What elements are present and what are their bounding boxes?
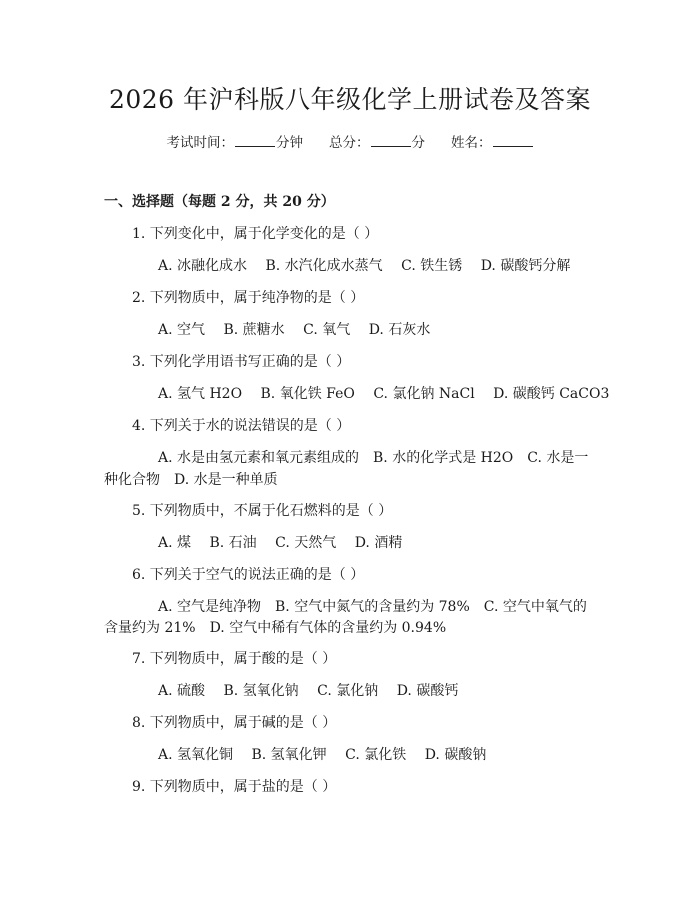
name-blank [493, 135, 533, 147]
option: B. 石油 [209, 535, 257, 551]
exam-info-line [0, 131, 700, 151]
question-options-line2: 种化合物 D. 水是一种单质 [104, 472, 278, 488]
option: C. 铁生锈 [401, 258, 463, 274]
section-heading: 一、选择题（每题 2 分，共 20 分） [104, 194, 335, 210]
option: A. 氢气 H2O [158, 386, 243, 402]
score-unit: 分 [411, 135, 425, 151]
question-stem: 2. 下列物质中，属于纯净物的是（ ） [132, 290, 365, 306]
question-options-line1: A. 水是由氢元素和氧元素组成的 B. 水的化学式是 H2O C. 水是一 [158, 450, 589, 466]
question-options-line2: 含量约为 21% D. 空气中稀有气体的含量约为 0.94% [104, 620, 447, 636]
option: B. 氢氧化钠 [223, 683, 299, 699]
score-blank [371, 135, 411, 147]
option: B. 氧化铁 FeO [260, 386, 355, 402]
question-options [158, 680, 458, 700]
question-stem: 8. 下列物质中，属于碱的是（ ） [132, 715, 337, 731]
score-label: 总分： [329, 135, 370, 151]
option: C. 天然气 [275, 535, 337, 551]
question-stem: 7. 下列物质中，属于酸的是（ ） [132, 651, 337, 667]
option: D. 酒精 [354, 535, 403, 551]
question-options [158, 319, 430, 339]
option: B. 水汽化成水蒸气 [265, 258, 383, 274]
page-title: 2026 年沪科版八年级化学上册试卷及答案 [108, 85, 592, 114]
option: C. 氯化钠 [317, 683, 379, 699]
question-stem: 1. 下列变化中，属于化学变化的是（ ） [132, 226, 379, 242]
time-unit: 分钟 [276, 135, 303, 151]
question-options [158, 255, 570, 275]
option: D. 碳酸钙分解 [480, 258, 571, 274]
option: C. 氯化钠 NaCl [373, 386, 475, 402]
option: D. 碳酸钙 [396, 683, 459, 699]
question-stem: 6. 下列关于空气的说法正确的是（ ） [132, 567, 365, 583]
option: B. 蔗糖水 [223, 322, 285, 338]
time-blank [235, 135, 275, 147]
option: C. 氯化铁 [345, 747, 407, 763]
option: A. 冰融化成水 [158, 258, 248, 274]
question-options [158, 744, 486, 764]
question-stem: 5. 下列物质中，不属于化石燃料的是（ ） [132, 503, 393, 519]
question-stem: 4. 下列关于水的说法错误的是（ ） [132, 418, 351, 434]
question-options-line1: A. 空气是纯净物 B. 空气中氮气的含量约为 78% C. 空气中氧气的 [158, 599, 587, 615]
option: A. 硫酸 [158, 683, 206, 699]
question-options [158, 383, 609, 403]
option: D. 碳酸钙 CaCO3 [493, 386, 610, 402]
option: A. 氢氧化铜 [158, 747, 234, 763]
question-stem: 9. 下列物质中，属于盐的是（ ） [132, 779, 337, 795]
option: B. 氢氧化钾 [251, 747, 327, 763]
option: C. 氧气 [303, 322, 351, 338]
option: A. 煤 [158, 535, 192, 551]
option: A. 空气 [158, 322, 206, 338]
option: D. 石灰水 [368, 322, 431, 338]
name-label: 姓名： [451, 135, 492, 151]
time-label: 考试时间： [166, 135, 234, 151]
question-stem: 3. 下列化学用语书写正确的是（ ） [132, 354, 351, 370]
question-options [158, 532, 402, 552]
option: D. 碳酸钠 [424, 747, 487, 763]
